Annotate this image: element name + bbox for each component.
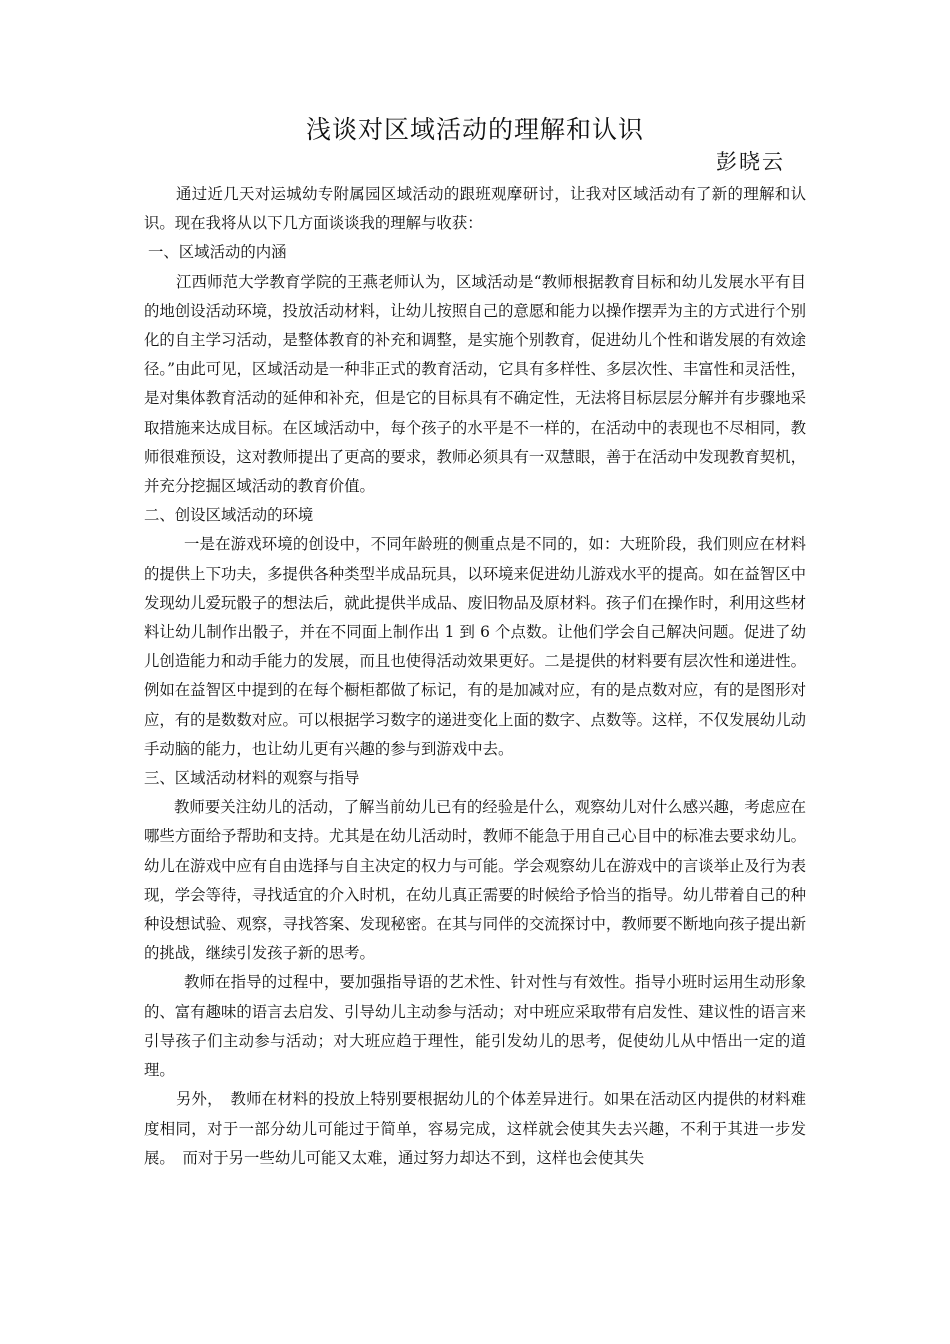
section-3-heading: 三、区域活动材料的观察与指导 — [144, 769, 360, 788]
section-3-paragraph-3: 另外， 教师在材料的投放上特别要根据幼儿的个体差异进行。如果在活动区内提供的材料难度相同，对于一部分幼儿可能过于简单，容易完成，这样就会使其失去兴趣，不利于其进一步发展。 而对于另一些幼儿可能又太难，通过努力却达不到，这样也会使其失 — [144, 1090, 806, 1167]
section-1-heading: 一、区域活动的内涵 — [148, 243, 287, 262]
section-2-paragraph: 一是在游戏环境的创设中，不同年龄班的侧重点是不同的，如：大班阶段，我们则应在材料的提供上下功夫，多提供各种类型半成品玩具，以环境来促进幼儿游戏水平的提高。如在益智区中发现幼儿爱玩骰子的想法后，就此提供半成品、废旧物品及原材料。孩子们在操作时，利用这些材料让幼儿制作出骰子，并在不同面上制作出 1 到 6 个点数。让他们学会自己解决问题。促进了幼儿创造能力和动手能力的发展，而且也使得活动效果更好。二是提供的材料要有层次性和递进性。例如在益智区中提到的在每个橱柜都做了标记，有的是加减对应，有的是点数对应，有的是图形对应，有的是数数对应。可以根据学习数字的递进变化上面的数字、点数等。这样，不仅发展幼儿动手动脑的能力，也让幼儿更有兴趣的参与到游戏中去。 — [144, 535, 806, 758]
section-3-paragraph-1: 教师要关注幼儿的活动，了解当前幼儿已有的经验是什么，观察幼儿对什么感兴趣，考虑应在哪些方面给予帮助和支持。尤其是在幼儿活动时，教师不能急于用自己心目中的标准去要求幼儿。幼儿在游戏中应有自由选择与自主决定的权力与可能。学会观察幼儿在游戏中的言谈举止及行为表现，学会等待，寻找适宜的介入时机，在幼儿真正需要的时候给予恰当的指导。幼儿带着自己的种种设想试验、观察，寻找答案、发现秘密。在其与同伴的交流探讨中，教师要不断地向孩子提出新的挑战，继续引发孩子新的思考。 — [144, 798, 806, 963]
document-title: 浅谈对区域活动的理解和认识 — [305, 115, 644, 144]
section-3-paragraph-2: 教师在指导的过程中，要加强指导语的艺术性、针对性与有效性。指导小班时运用生动形象的、富有趣味的语言去启发、引导幼儿主动参与活动；对中班应采取带有启发性、建议性的语言来引导孩子们主动参与活动；对大班应趋于理性，能引发幼儿的思考，促使幼儿从中悟出一定的道理。 — [144, 973, 806, 1080]
section-1-paragraph: 江西师范大学教育学院的王燕老师认为，区域活动是“教师根据教育目标和幼儿发展水平有目的地创设活动环境，投放活动材料，让幼儿按照自己的意愿和能力以操作摆弄为主的方式进行个别化的自主学习活动，是整体教育的补充和调整，是实施个别教育，促进幼儿个性和谐发展的有效途径。”由此可见，区域活动是一种非正式的教育活动，它具有多样性、多层次性、丰富性和灵活性，是对集体教育活动的延伸和补充，但是它的目标具有不确定性，无法将目标层层分解并有步骤地采取措施来达成目标。在区域活动中，每个孩子的水平是不一样的，在活动中的表现也不尽相同，教师很难预设，这对教师提出了更高的要求，教师必须具有一双慧眼，善于在活动中发现教育契机，并充分挖掘区域活动的教育价值。 — [144, 272, 806, 496]
section-2-heading: 二、创设区域活动的环境 — [144, 506, 314, 525]
intro-paragraph: 通过近几天对运城幼专附属园区域活动的跟班观摩研讨，让我对区域活动有了新的理解和认识。现在我将从以下几方面谈谈我的理解与收获： — [144, 185, 806, 233]
author-name: 彭晓云 — [716, 150, 785, 174]
document-body — [144, 180, 806, 1173]
